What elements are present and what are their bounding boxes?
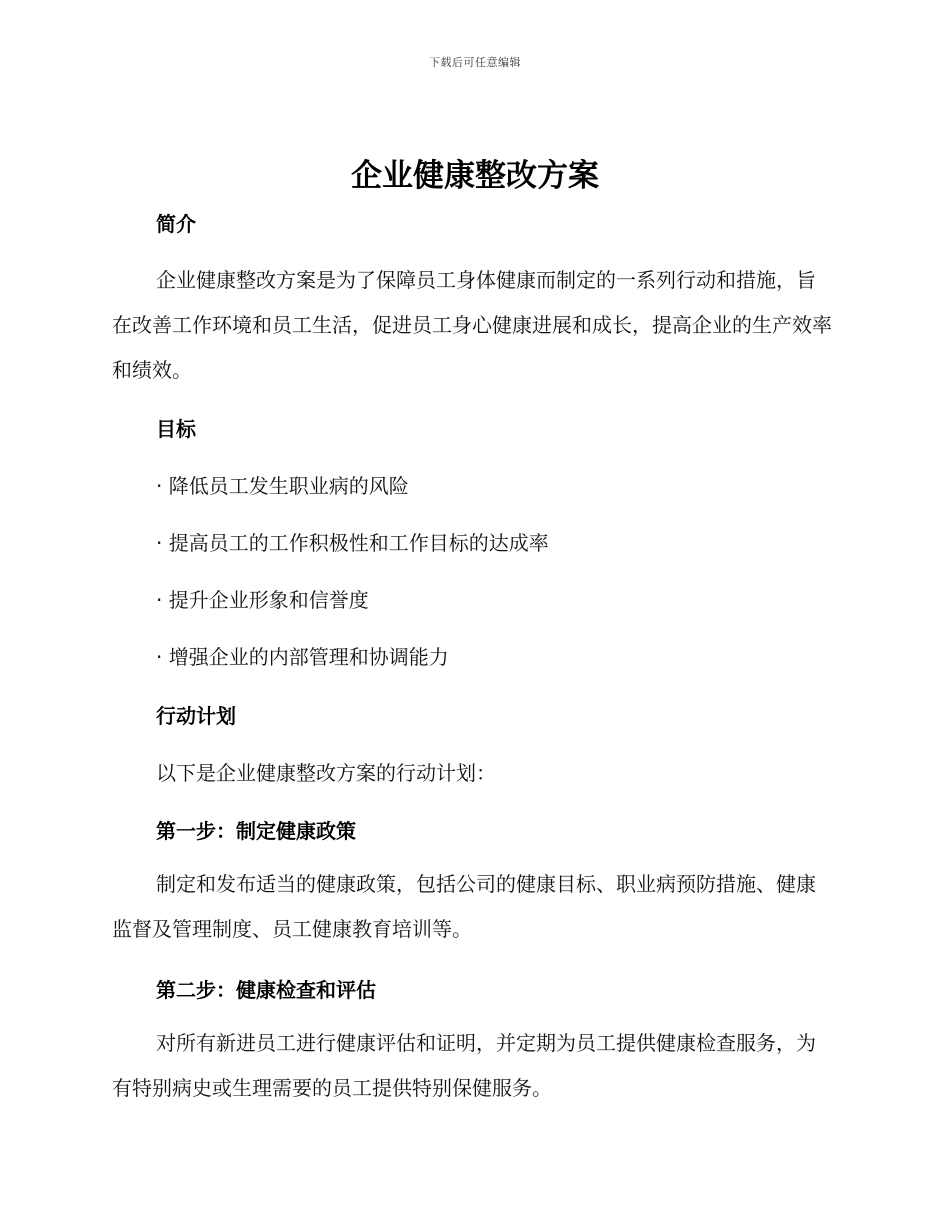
- step-paragraph-2: 对所有新进员工进行健康评估和证明，并定期为员工提供健康检查服务，为有特别病史或生理需要的员工提供特别保健服务。: [112, 1031, 816, 1100]
- step-heading-2: 第二步：健康检查和评估: [156, 978, 376, 1002]
- document-title: 企业健康整改方案: [351, 158, 599, 194]
- header-note: 下载后可任意编辑: [429, 56, 521, 69]
- goal-item: · 提高员工的工作积极性和工作目标的达成率: [156, 531, 549, 555]
- intro-paragraph: 企业健康整改方案是为了保障员工身体健康而制定的一系列行动和措施，旨在改善工作环境和员工生活，促进员工身心健康进展和成长，提高企业的生产效率和绩效。: [112, 268, 832, 382]
- step-paragraph-1: 制定和发布适当的健康政策，包括公司的健康目标、职业病预防措施、健康监督及管理制度、员工健康教育培训等。: [112, 872, 816, 941]
- goal-item: · 提升企业形象和信誉度: [156, 588, 369, 612]
- section-heading-intro: 简介: [156, 212, 196, 236]
- plan-intro: 以下是企业健康整改方案的行动计划：: [156, 761, 496, 785]
- step-heading-1: 第一步：制定健康政策: [156, 819, 356, 843]
- goal-item: · 增强企业的内部管理和协调能力: [156, 645, 449, 669]
- section-heading-goals: 目标: [156, 417, 196, 441]
- section-heading-plan: 行动计划: [156, 704, 236, 728]
- goal-item: · 降低员工发生职业病的风险: [156, 474, 409, 498]
